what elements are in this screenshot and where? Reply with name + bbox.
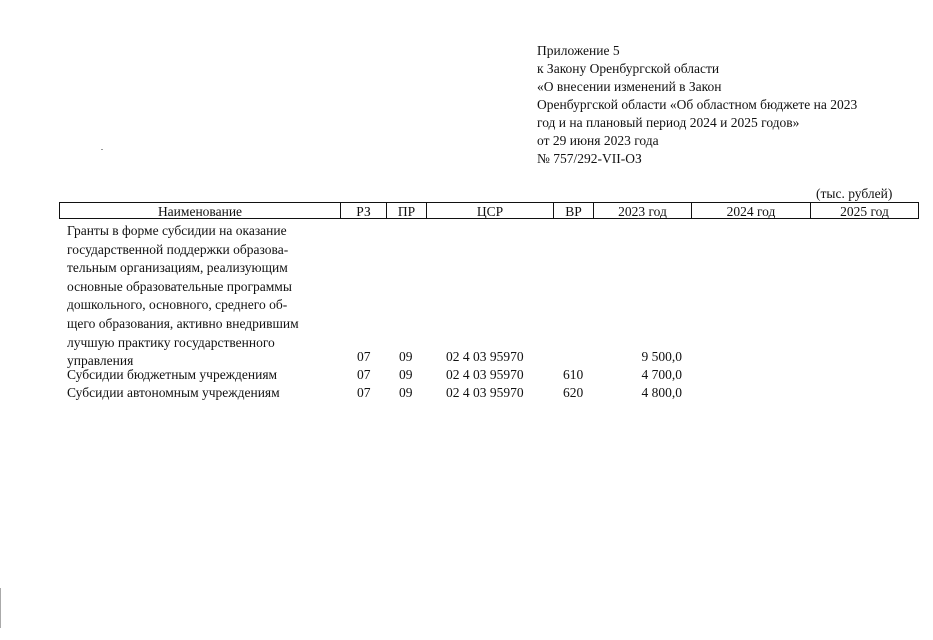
table-row-name [67, 222, 347, 371]
row-name-line: щего образования, активно внедрившим [67, 315, 299, 331]
row-name-line: дошкольного, основного, среднего об- [67, 297, 288, 313]
header-vr: ВР [553, 203, 593, 218]
header-name: Наименование [157, 204, 243, 219]
header-pr: ПР [386, 203, 426, 218]
row-name-line: лучшую практику государственного [67, 334, 275, 350]
row-name-line: тельным организациям, реализующим [67, 260, 288, 276]
appendix-line: от 29 июня 2023 года [537, 133, 659, 148]
row-name-line: основные образовательные программы [67, 278, 292, 294]
row-2023: 4 700,0 [641, 367, 682, 382]
row-name-line: управления [67, 353, 134, 369]
row-csr: 02 4 03 95970 [446, 367, 524, 382]
row-rz: 07 [357, 385, 371, 400]
row-name: Субсидии автономным учреждениям [67, 385, 280, 400]
header-2025: 2025 год [810, 203, 918, 218]
scan-mark [101, 149, 103, 150]
table-header [59, 202, 919, 219]
row-name: Субсидии бюджетным учреждениям [67, 367, 278, 382]
appendix-line: год и на плановый период 2024 и 2025 годов» [537, 115, 800, 130]
row-2023: 9 500,0 [641, 349, 682, 364]
row-pr: 09 [399, 349, 413, 364]
header-csr: ЦСР [426, 203, 553, 218]
header-2024: 2024 год [691, 203, 810, 218]
row-csr: 02 4 03 95970 [446, 385, 524, 400]
row-rz: 07 [357, 367, 371, 382]
appendix-line: Оренбургской области «Об областном бюджете на 2023 [537, 97, 858, 112]
row-2023: 4 800,0 [641, 385, 682, 400]
header-2023: 2023 год [593, 203, 691, 218]
header-rz: РЗ [340, 203, 386, 218]
row-name-line: Гранты в форме субсидии на оказание [67, 223, 287, 238]
row-pr: 09 [399, 367, 413, 382]
row-pr: 09 [399, 385, 413, 400]
appendix-heading [537, 42, 857, 168]
appendix-line: № 757/292-VII-ОЗ [537, 151, 642, 166]
units-label: (тыс. рублей) [816, 186, 893, 201]
row-csr: 02 4 03 95970 [446, 349, 524, 364]
scan-mark [0, 588, 1, 628]
row-name-line: государственной поддержки образова- [67, 241, 289, 257]
appendix-line: Приложение 5 [537, 43, 620, 58]
appendix-line: к Закону Оренбургской области [537, 61, 720, 76]
appendix-line: «О внесении изменений в Закон [537, 79, 722, 94]
row-vr: 610 [563, 367, 584, 382]
row-rz: 07 [357, 349, 371, 364]
row-vr: 620 [563, 385, 584, 400]
